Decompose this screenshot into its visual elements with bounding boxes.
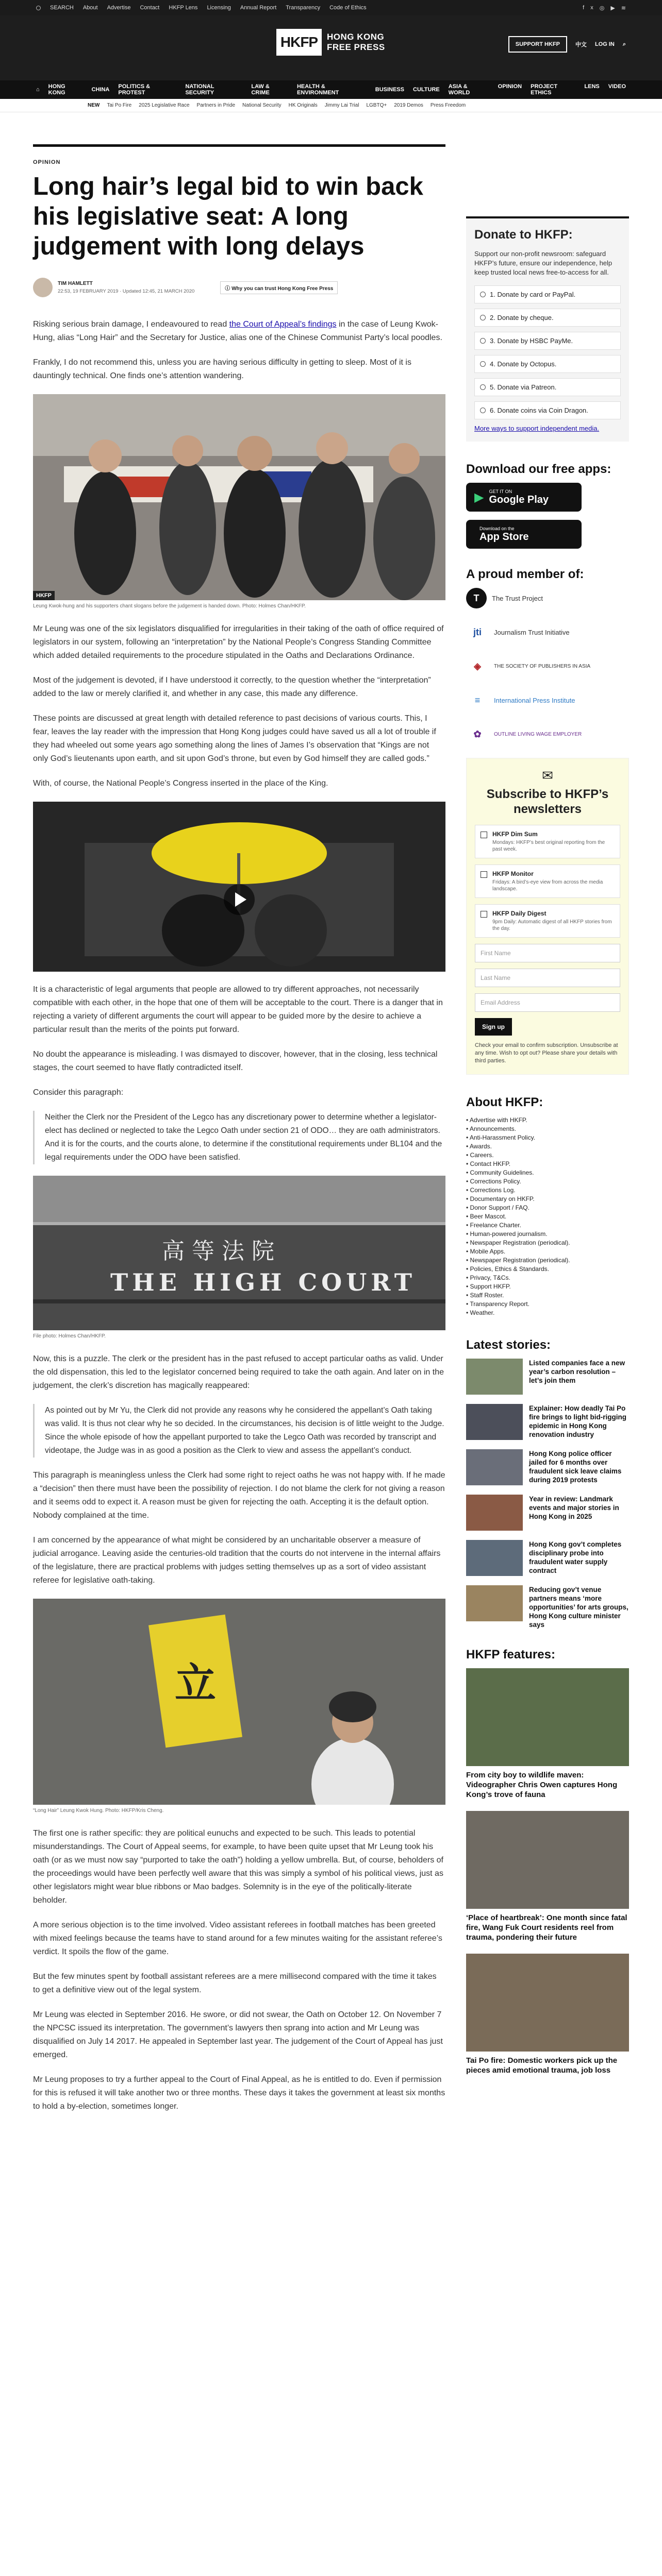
appstore-big: App Store — [479, 531, 529, 543]
support-button[interactable]: SUPPORT HKFP — [508, 36, 567, 53]
jti-icon: jti — [473, 626, 482, 637]
last-name-field[interactable]: Last Name — [475, 969, 620, 987]
donate-box — [466, 216, 629, 442]
member-logo-sopa[interactable] — [466, 656, 629, 676]
about-link[interactable]: • Awards. — [466, 1142, 629, 1151]
appstore-small: Download on the — [479, 526, 515, 531]
story-item[interactable] — [466, 1495, 629, 1531]
paragraph: Frankly, I do not recommend this, unless you are having serious difficulty in getting to sleep. Most of it is dauntingly technical. One finds one’s attention wandering. — [33, 358, 411, 380]
donate-option[interactable] — [474, 378, 621, 396]
more-support-link[interactable]: More ways to support independent media. — [474, 425, 600, 432]
newsletter-desc: Fridays: A bird’s-eye view from across the media landscape. — [492, 879, 603, 892]
story-item[interactable] — [466, 1540, 629, 1576]
nav-item[interactable]: POLITICS & PROTEST — [118, 83, 151, 96]
gplay-big: Google Play — [489, 494, 549, 505]
trending-link[interactable]: 2019 Demos — [394, 103, 423, 108]
photo-high-court — [33, 1176, 445, 1330]
about-link[interactable]: • Beer Mascot. — [466, 1212, 629, 1221]
trending-link[interactable]: National Security — [242, 103, 282, 108]
trending-link[interactable]: 2025 Legislative Race — [139, 103, 190, 108]
author-name[interactable] — [58, 281, 194, 286]
divider — [33, 144, 445, 147]
byline — [33, 278, 445, 297]
radio-icon — [480, 361, 486, 367]
main-nav — [0, 80, 662, 99]
nav-item[interactable]: NATIONAL SECURITY — [185, 83, 214, 96]
donate-option[interactable] — [474, 309, 621, 327]
donate-option[interactable] — [474, 401, 621, 419]
photo-long-hair — [33, 1599, 445, 1805]
story-item[interactable] — [466, 1359, 629, 1395]
nav-item[interactable]: ASIA & WORLD — [448, 83, 470, 96]
first-name-field[interactable]: First Name — [475, 944, 620, 962]
article — [33, 144, 445, 2125]
member-title: A proud member of: — [466, 567, 584, 581]
publish-date: 22:53, 19 FEBRUARY 2019 · Updated 12:45, 21 MARCH 2020 — [58, 289, 195, 294]
paragraph: With, of course, the National People’s Congress inserted in the place of the King. — [33, 779, 328, 788]
quote-text: As pointed out by Mr Yu, the Clerk did not provide any reasons why he considered the appellant’s Oath taking was valid. It is thus not clear why he so decided. In the circumstances, his decision is of little weight to the Judge. Since the whole episode of how the appellant purported to take the Legco Oath was recorded by transcript and videotape, the Judge was in as good a position as the Clerk to view and assess the appellant’s conduct. — [45, 1406, 444, 1455]
about-title: About HKFP: — [466, 1095, 543, 1109]
about-link[interactable]: • Corrections Log. — [466, 1186, 629, 1195]
util-link[interactable]: Contact — [140, 5, 160, 11]
apps-section — [466, 462, 629, 549]
member-name: The Trust Project — [492, 594, 543, 602]
util-link[interactable]: HKFP Lens — [169, 5, 198, 11]
about-link[interactable]: • Anti-Harassment Policy. — [466, 1133, 629, 1142]
trending-link[interactable]: Partners in Pride — [196, 103, 236, 108]
checkbox-icon[interactable] — [481, 911, 487, 918]
about-link[interactable]: • Community Guidelines. — [466, 1168, 629, 1177]
video-thumbnail — [33, 802, 445, 972]
story-thumbnail[interactable] — [466, 1585, 523, 1621]
search-icon[interactable] — [36, 6, 41, 10]
photo-caption: Leung Kwok-hung and his supporters chant slogans before the judgement is handed down. Photo: Holmes Chan/HKFP. — [33, 603, 306, 609]
photo-caption: File photo: Holmes Chan/HKFP. — [33, 1333, 106, 1339]
util-link[interactable]: Annual Report — [240, 5, 277, 11]
nav-item[interactable]: HEALTH & ENVIRONMENT — [296, 83, 339, 96]
living-wage-icon: ✿ — [473, 728, 482, 739]
nav-item[interactable]: OPINION — [498, 83, 522, 90]
about-link[interactable]: • Donor Support / FAQ. — [466, 1204, 629, 1212]
trending-link[interactable]: Jimmy Lai Trial — [324, 103, 359, 108]
photo-illustration — [33, 394, 445, 600]
photo-caption: “Long Hair” Leung Kwok Hung. Photo: HKFP/Kris Cheng. — [33, 1808, 164, 1814]
paragraph-text: in the case of Leung Kwok-Hung, alias “Long Hair” and the Secretary for Justice, alias one of the Chinese Communist Party’s local poodles. — [33, 320, 442, 342]
feature-image[interactable] — [466, 1811, 629, 1909]
latest-section — [466, 1338, 629, 1629]
paragraph: Mr Leung was one of the six legislators disqualified for irregularities in their taking of the oath of office required of legislators in our system, following an “interpretation” by the National People’s Congress Standing Committee which added detailed requirements to the procedure stipulated in the Oaths and Declarations Ordinance. — [33, 624, 444, 660]
about-link[interactable]: • Human-powered journalism. — [466, 1230, 629, 1239]
logo-mark: HKFP — [276, 29, 322, 56]
member-logo-living-wage[interactable] — [466, 724, 629, 744]
paragraph: Consider this paragraph: — [33, 1088, 124, 1097]
paragraph: Mr Leung was elected in September 2016. He swore, or did not swear, the Oath on October 12. On November 7 the NPCSC issued its interpretation. The government’s lawyers then sprang into action and Mr Leung was disqualified on July 14 2017. He appealed in September last year. The judgement of the Court of Appeal has just emerged. — [33, 2010, 443, 2059]
trending-bar — [0, 99, 662, 112]
member-logo-ipi[interactable] — [466, 690, 629, 710]
story-thumbnail[interactable] — [466, 1359, 523, 1395]
feature-image[interactable] — [466, 1668, 629, 1766]
sopa-icon: ◈ — [474, 660, 481, 671]
radio-icon — [480, 384, 486, 390]
story-title[interactable]: Listed companies face a new year’s carbon resolution – let’s join them — [529, 1359, 625, 1384]
paragraph: Most of the judgement is devoted, if I have understood it correctly, to the question whether the “interpretation” added to the law or merely clarified it, and whether in any case, this made any difference. — [33, 676, 431, 698]
util-link[interactable]: About — [82, 5, 98, 11]
paragraph-text: Risking serious brain damage, I endeavoured to read — [33, 320, 229, 329]
donate-option[interactable] — [474, 355, 621, 373]
story-title[interactable]: Reducing gov’t venue partners means ‘more opportunities’ for arts groups, Hong Kong culture minister says — [529, 1586, 628, 1629]
util-link[interactable]: Transparency — [286, 5, 321, 11]
story-item[interactable] — [466, 1585, 629, 1629]
member-section — [466, 567, 629, 744]
about-link[interactable]: • Newspaper Registration (periodical). — [466, 1256, 629, 1265]
about-link[interactable]: • Policies, Ethics & Standards. — [466, 1265, 629, 1274]
trust-project-icon: T — [466, 588, 487, 608]
paragraph: No doubt the appearance is misleading. I was dismayed to discover, however, that in the closing, less technical stages, the court seemed to have flatly contradicted itself. — [33, 1050, 438, 1072]
util-link[interactable]: Licensing — [207, 5, 231, 11]
radio-icon — [480, 292, 486, 297]
language-link[interactable]: 中文 — [575, 42, 587, 48]
story-title[interactable]: Year in review: Landmark events and major stories in Hong Kong in 2025 — [529, 1495, 619, 1520]
story-title[interactable]: Explainer: How deadly Tai Po fire brings to light bid-rigging epidemic in Hong Kong renovation industry — [529, 1404, 626, 1438]
donate-option-label[interactable]: 4. Donate by Octopus. — [490, 360, 557, 368]
photo-illustration — [33, 1599, 445, 1805]
paragraph: But the few minutes spent by football assistant referees are a mere millisecond compared with the time it takes to get a definitive view out of the legal system. — [33, 1972, 437, 1994]
about-link[interactable]: • Support HKFP. — [466, 1282, 629, 1291]
nav-item[interactable]: LAW & CRIME — [251, 83, 270, 96]
newsletter-option[interactable] — [475, 825, 620, 858]
hkfp-photo-badge: HKFP — [33, 591, 55, 600]
member-name: THE SOCIETY OF PUBLISHERS IN ASIA — [494, 663, 591, 669]
nav-item[interactable]: PROJECT ETHICS — [531, 83, 558, 96]
util-link[interactable]: Code of Ethics — [329, 5, 367, 11]
story-thumbnail[interactable] — [466, 1495, 523, 1531]
features-section — [466, 1648, 629, 2075]
ipi-icon: ≡ — [474, 694, 481, 705]
category-label[interactable]: OPINION — [33, 159, 61, 165]
facebook-icon[interactable]: f — [583, 5, 585, 11]
paragraph: A more serious objection is to the time involved. Video assistant referees in football matches has been greeted with mixed feelings because the teams have to stand around for a few minutes waiting for the assistant referee’s verdict. It spoils the flow of the game. — [33, 1921, 442, 1956]
feature-title[interactable]: From city boy to wildlife maven: Videographer Chris Owen captures Hong Kong’s trove of fauna — [466, 1771, 618, 1799]
about-link[interactable]: • Careers. — [466, 1151, 629, 1160]
story-thumbnail[interactable] — [466, 1404, 523, 1440]
story-item[interactable] — [466, 1404, 629, 1440]
feature-title[interactable]: Tai Po fire: Domestic workers pick up the pieces amid emotional trauma, job loss — [466, 2056, 618, 2075]
features-title: HKFP features: — [466, 1648, 555, 1662]
trending-label: NEW — [88, 103, 100, 108]
photo-leung-supporters — [33, 394, 445, 600]
about-link[interactable]: • Contact HKFP. — [466, 1160, 629, 1168]
donate-option-label[interactable]: 5. Donate via Patreon. — [490, 383, 557, 391]
donate-option-label[interactable]: 2. Donate by cheque. — [490, 314, 554, 321]
about-link[interactable]: • Privacy, T&Cs. — [466, 1274, 629, 1282]
search-icon[interactable]: ⌕ — [622, 41, 626, 47]
story-item[interactable] — [466, 1449, 629, 1485]
gplay-small: GET IT ON — [489, 488, 512, 494]
newsletter-title: Subscribe to HKFP’s newsletters — [486, 787, 609, 816]
quote-text: Neither the Clerk nor the President of the Legco has any discretionary power to determine whether a legislator-elect has declined or neglected to take the Legco Oath under section 21 of ODO… they are oath administrators. And it is for the courts, and the courts alone, to determine if the constitutional requirements under BL104 and the legal requirements under the ODO have been satisfied. — [45, 1113, 442, 1162]
paragraph: This paragraph is meaningless unless the Clerk had some right to reject oaths he was not happy with. If he made a “decision” then there must have been the possibility of rejection. I do not blame the clerk for not giving a reason and it seems odd to expect it. A reason must be given for rejecting the oath. Accepting it is the default option. Nobody complained at the time. — [33, 1471, 445, 1520]
member-name: OUTLINE LIVING WAGE EMPLOYER — [494, 731, 582, 737]
play-icon: ▶ — [474, 490, 484, 504]
trending-link[interactable]: Press Freedom — [430, 103, 466, 108]
email-field[interactable]: Email Address — [475, 993, 620, 1012]
paragraph: These points are discussed at great length with detailed reference to past decisions of various courts. This, I fear, leaves the lay reader with the impression that Hong Kong judges could have saved us all a lot of trouble if they had wheeled out some years ago something along the lines of James I’s observation that “Kings are not only God’s lieutenants upon earth, and sit upon God’s throne, but even by God himself they are called gods.” — [33, 714, 436, 763]
feature-title[interactable]: ‘Place of heartbreak’: One month since fatal fire, Wang Fuk Court residents reel from trauma, pondering their future — [466, 1913, 627, 1942]
donate-option-label[interactable]: 1. Donate by card or PayPal. — [490, 291, 576, 298]
paragraph: It is a characteristic of legal arguments that people are allowed to try different approaches, not necessarily compatible with each other, in the hope that one of them will be acceptable to the court. There is a danger that in rejecting a variety of different arguments the court will appear to be guided more by the desire to achieve a particular result than the merits of the points put forward. — [33, 985, 443, 1034]
member-logo-jti[interactable] — [466, 622, 629, 642]
about-link[interactable]: • Transparency Report. — [466, 1300, 629, 1309]
about-section — [466, 1095, 629, 1317]
about-link[interactable]: • Documentary on HKFP. — [466, 1195, 629, 1204]
story-thumbnail[interactable] — [466, 1449, 523, 1485]
utility-bar — [0, 0, 662, 15]
about-link[interactable]: • Weather. — [466, 1309, 629, 1317]
trending-link[interactable]: HK Originals — [288, 103, 318, 108]
newsletter-name: HKFP Daily Digest — [492, 910, 547, 917]
about-link[interactable]: • Corrections Policy. — [466, 1177, 629, 1186]
util-link[interactable]: Advertise — [107, 5, 131, 11]
newsletter-box — [466, 758, 629, 1075]
story-title[interactable]: Hong Kong gov’t completes disciplinary probe into fraudulent water supply contract — [529, 1540, 622, 1574]
checkbox-icon[interactable] — [481, 871, 487, 878]
radio-icon — [480, 338, 486, 344]
about-link[interactable]: • Announcements. — [466, 1125, 629, 1133]
donate-option[interactable] — [474, 332, 621, 350]
court-sign-english: THE HIGH COURT — [110, 1268, 416, 1296]
paragraph — [33, 318, 445, 345]
apps-title: Download our free apps: — [466, 462, 611, 476]
author-name-text[interactable]: TIM HAMLETT — [58, 281, 93, 286]
blockquote — [33, 1404, 445, 1458]
nav-item[interactable]: CULTURE — [413, 87, 440, 93]
paragraph: Mr Leung proposes to try a further appeal to the Court of Final Appeal, as he is entitled to do. Even if permission for this is refused it will take another two or three months. These days it takes the government at least six months to hold a by-election, sometimes longer. — [33, 2075, 445, 2111]
home-icon[interactable]: ⌂ — [36, 87, 40, 93]
donate-option[interactable] — [474, 285, 621, 303]
radio-icon — [480, 315, 486, 320]
newsletter-option[interactable] — [475, 865, 620, 898]
donate-option-label[interactable]: 3. Donate by HSBC PayMe. — [490, 337, 573, 345]
nav-item[interactable]: CHINA — [91, 87, 110, 93]
trending-link[interactable]: Tai Po Fire — [107, 103, 132, 108]
util-link[interactable]: SEARCH — [50, 5, 74, 11]
app-store-button[interactable] — [466, 520, 582, 549]
about-link[interactable]: • Newspaper Registration (periodical). — [466, 1239, 629, 1247]
site-logo[interactable] — [276, 29, 385, 56]
donate-intro: Support our non-profit newsroom: safeguard HKFP’s future, ensure our independence, help keep trusted local news free-to-access for all. — [474, 250, 613, 276]
nav-item[interactable]: VIDEO — [608, 83, 626, 90]
newsletter-name: HKFP Dim Sum — [492, 831, 538, 838]
donate-option-label[interactable]: 6. Donate coins via Coin Dragon. — [490, 406, 588, 414]
blockquote — [33, 1111, 445, 1164]
about-link[interactable]: • Staff Roster. — [466, 1291, 629, 1300]
trust-link-text[interactable]: Why you can trust Hong Kong Free Press — [231, 285, 334, 292]
video-player[interactable] — [33, 802, 445, 972]
nav-item[interactable]: HONG KONG — [48, 83, 65, 96]
newsletter-note: Check your email to confirm subscription. Unsubscribe at any time. Wish to opt out? Please share your details with third parties. — [475, 1042, 618, 1064]
trust-link[interactable] — [220, 281, 338, 294]
author-avatar — [33, 278, 53, 297]
paragraph: Now, this is a puzzle. The clerk or the president has in the past refused to accept particular oaths as valid. Under the old dispensation, this led to the legislator concerned being required to take the oath again. And later on in the judgement, the clerk’s discretion has magically reappeared: — [33, 1354, 444, 1390]
logo-line-2: FREE PRESS — [327, 42, 385, 52]
radio-icon — [480, 408, 486, 413]
paragraph: The first one is rather specific: they are political eunuchs and expected to be such. This leads to potential misunderstandings. The Court of Appeal seems, for example, to have been quite upset that Mr Leung took his oath (or as we must now say “purported to take the oath”) holding a yellow umbrella. But, of course, beholders of the proceedings would have been perfectly well aware that this was simply a symbol of his political views, just as other legislators might wear blue ribbons or Mao badges. Solemnity is in the eye of the politically-literate beholder. — [33, 1829, 443, 1905]
donate-title: Donate to HKFP: — [474, 228, 573, 242]
about-link[interactable]: • Advertise with HKFP. — [466, 1116, 629, 1125]
site-header — [0, 15, 662, 80]
court-findings-link[interactable]: the Court of Appeal’s findings — [229, 320, 337, 329]
twitter-icon[interactable]: x — [590, 5, 593, 11]
about-link[interactable]: • Mobile Apps. — [466, 1247, 629, 1256]
newsletter-desc: Mondays: HKFP’s best original reporting from the past week. — [492, 840, 605, 852]
nav-item[interactable]: LENS — [584, 83, 600, 90]
about-list — [466, 1116, 629, 1317]
article-title: Long hair’s legal bid to win back his legislative seat: A long judgement with long delays — [33, 173, 423, 260]
story-thumbnail[interactable] — [466, 1540, 523, 1576]
trending-link[interactable]: LGBTQ+ — [366, 103, 387, 108]
youtube-icon[interactable]: ▶ — [610, 5, 615, 11]
checkbox-icon[interactable] — [481, 832, 487, 838]
about-link[interactable]: • Freelance Charter. — [466, 1221, 629, 1230]
info-icon: ⓘ — [225, 285, 232, 292]
story-title[interactable]: Hong Kong police officer jailed for 6 months over fraudulent sick leave claims during 2019 protests — [529, 1450, 622, 1484]
signup-button[interactable]: Sign up — [475, 1018, 512, 1036]
court-sign-chinese: 高等法院 — [162, 1238, 282, 1264]
login-link[interactable]: LOG IN — [594, 41, 615, 47]
rss-icon[interactable]: ≋ — [621, 5, 626, 11]
latest-title: Latest stories: — [466, 1338, 551, 1352]
newsletter-desc: 9pm Daily: Automatic digest of all HKFP stories from the day. — [492, 919, 612, 931]
newsletter-option[interactable] — [475, 904, 620, 938]
feature-image[interactable] — [466, 1954, 629, 2052]
member-name: International Press Institute — [494, 696, 575, 704]
sidebar — [466, 216, 629, 2087]
google-play-button[interactable] — [466, 483, 582, 512]
instagram-icon[interactable]: ◎ — [599, 5, 605, 11]
logo-line-1: HONG KONG — [327, 32, 385, 42]
paragraph: I am concerned by the appearance of what might be considered by an uncharitable observer a measure of judicial arrogance. Leaving aside the centuries-old tradition that the courts do not intervene in the internal affairs of the legislature, there are practical problems with judges setting themselves up as a sort of video assistant referee for legislative oath-taking. — [33, 1536, 441, 1585]
newsletter-name: HKFP Monitor — [492, 870, 534, 877]
member-name: Journalism Trust Initiative — [494, 628, 570, 636]
nav-item[interactable]: BUSINESS — [375, 87, 404, 93]
mail-icon: ✉ — [542, 768, 553, 783]
member-logo-trust-project[interactable] — [466, 588, 629, 608]
banner-character: 立 — [175, 1660, 216, 1706]
